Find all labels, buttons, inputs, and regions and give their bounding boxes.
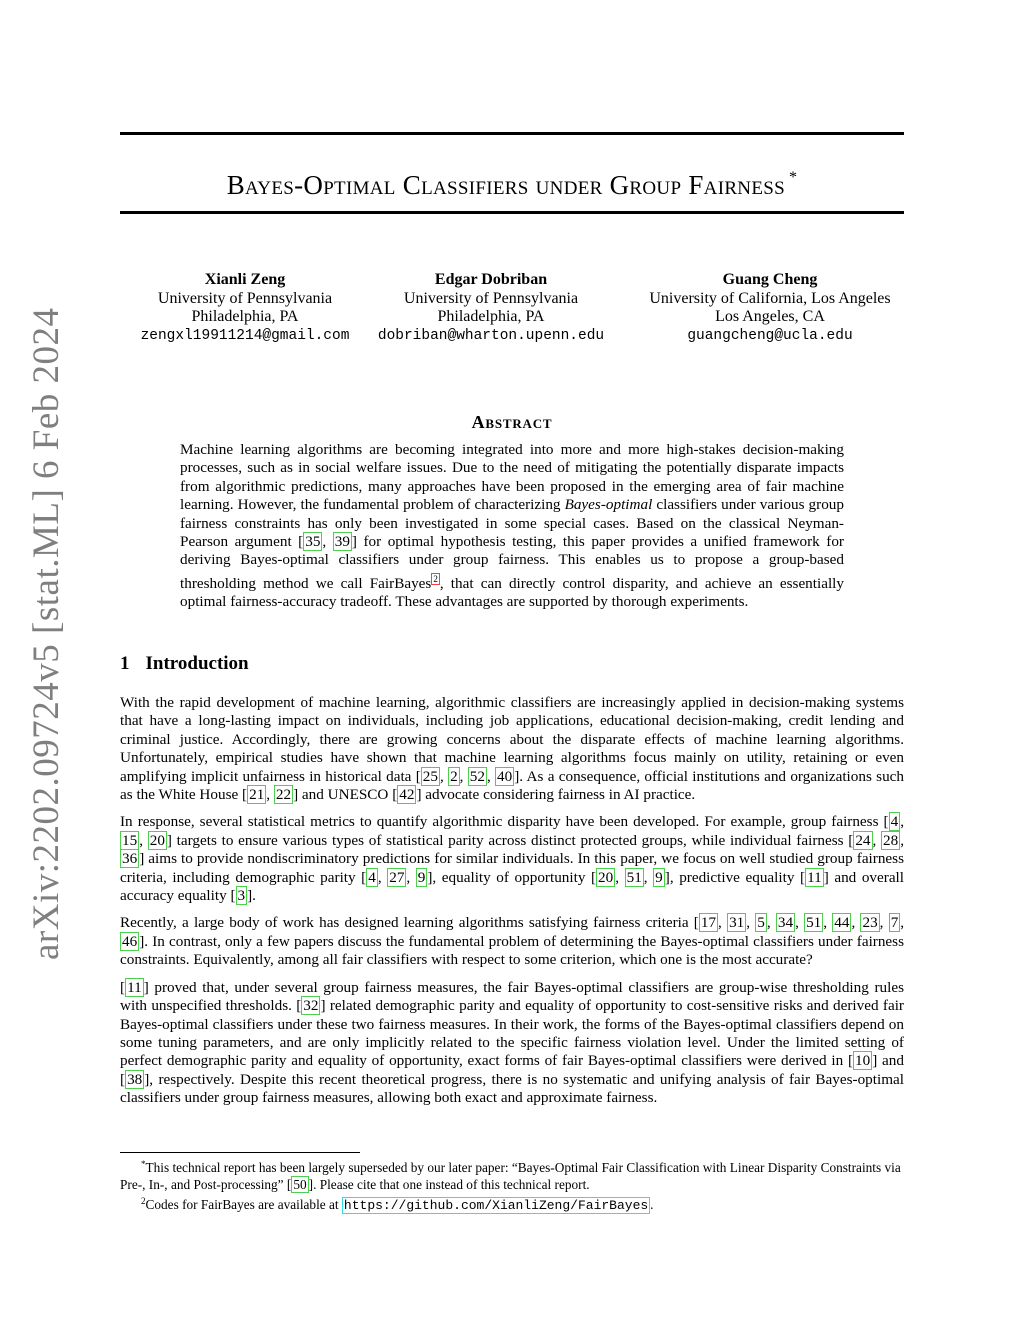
paragraph-1: With the rapid development of machine learning, algorithmic classifiers are increasingly applied in decision-making systems that have a long-lasting impact on individuals, including job applications, educational decision-making, credit lending and criminal justice. Accordingly, there are growing concerns about the disparate effects of machine learning algorithms. Unfortunately, empirical studies have shown that machine learning algorithms focus mainly on utility, retaining or even amplifying implicit unfairness in historical data [ 25 , 2 , 52 , 40 ]. As a consequence, official institutions and organizations such as the White House [ 21 , 22 ] and UNESCO [ 42 ] advocate considering fairness in AI practice.: [120, 694, 905, 804]
citation-link[interactable]: 27: [389, 868, 405, 886]
citation-link[interactable]: 9: [655, 868, 663, 886]
paper-title: [120, 158, 904, 205]
citation-link[interactable]: 39: [334, 533, 350, 551]
author-location: Philadelphia, PA: [191, 308, 299, 325]
citation-link[interactable]: 44: [834, 914, 850, 932]
section-title: Introduction: [145, 653, 249, 674]
footnotes: [120, 1156, 904, 1214]
author-block: [120, 271, 904, 351]
author-2: [366, 271, 616, 345]
footnote-2: $^2$Codes for FairBayes are available at https://github.com/XianliZeng/FairBayes .: [141, 1196, 654, 1213]
citation-link[interactable]: 25: [422, 767, 438, 785]
section-heading: [120, 653, 249, 675]
footnote-link[interactable]: 2: [433, 573, 438, 584]
section-number: 1: [120, 653, 130, 674]
title-rule-bottom: [120, 211, 904, 214]
citation-link[interactable]: 4: [890, 813, 899, 831]
citation-link[interactable]: 20: [149, 831, 165, 849]
author-affiliation: University of California, Los Angeles: [649, 289, 891, 307]
citation-link[interactable]: 35: [305, 533, 321, 551]
author-3: [630, 271, 910, 345]
citation-link[interactable]: 52: [469, 767, 485, 785]
citation-link[interactable]: 32: [303, 997, 319, 1015]
citation-link[interactable]: 36: [122, 850, 138, 868]
footnote-divider: [120, 1152, 360, 1153]
citation-link[interactable]: 42: [399, 786, 415, 804]
citation-link[interactable]: 11: [127, 978, 142, 996]
citation-link[interactable]: 24: [855, 831, 871, 849]
arxiv-sidebar-stamp: arXiv:2202.09724v5 [stat.ML] 6 Feb 2024: [26, 307, 67, 960]
author-name: Edgar Dobriban: [434, 271, 548, 288]
citation-link[interactable]: 23: [862, 914, 878, 932]
paragraph-4: [ 11 ] proved that, under several group fairness measures, the fair Bayes-optimal classifiers are group-wise thresholding rules with unspecified thresholds. [ 32 ] related demographic parity and equality of opportunity to cost-sensitive risks and derived fair Bayes-optimal classifiers under these two fairness measures. In their work, the forms of the Bayes-optimal classifiers depend on some tuning parameters, and are only implicitly related to the specific fairness violation level. Under the limited setting of perfect demographic parity and equality of opportunity, exact forms of fair Bayes-optimal classifiers were derived in [ 10 ] and [ 38 ], respectively. Despite this recent theoretical progress, there is no systematic and unifying analysis of fair Bayes-optimal classifiers under group fairness measures, allowing both exact and approximate fairness.: [120, 978, 904, 1107]
author-email[interactable]: guangcheng@ucla.edu: [687, 327, 853, 344]
citation-link[interactable]: 9: [417, 868, 426, 886]
citation-link[interactable]: 7: [890, 914, 899, 932]
citation-link[interactable]: 10: [855, 1052, 871, 1070]
citation-link[interactable]: 38: [127, 1070, 143, 1088]
title-footnote-mark: *: [788, 169, 798, 186]
citation-link[interactable]: 51: [626, 868, 642, 886]
paragraph-3: Recently, a large body of work has designed learning algorithms satisfying fairness criteria [ 17 , 31 , 5 , 34 , 51 , 44 , 23 , 7 , 46 ]. In contrast, only a few papers discuss the fundamental problem of determining the Bayes-optimal classifiers under fairness constraints. Equivalently, among all fair classifiers with respect to some criterion, which one is the most accurate?: [120, 914, 905, 969]
abstract-heading: Abstract: [471, 412, 553, 432]
citation-link[interactable]: 34: [777, 914, 794, 932]
paragraph-2: In response, several statistical metrics to quantify algorithmic disparity have been developed. For example, group fairness [ 4 , 15 , 20 ] targets to ensure various types of statistical parity across distinct protected groups, while individual fairness [ 24 , 28 , 36 ] aims to provide nondiscriminatory predictions for similar individuals. In this paper, we focus on well studied group fairness criteria, including demographic parity [ 4 , 27 , 9 ], equality of opportunity [ 20 , 51 , 9 ], predictive equality [ 11 ] and overall accuracy equality [ 3 ].: [120, 813, 905, 905]
introduction-body: [120, 694, 904, 1117]
author-email[interactable]: dobriban@wharton.upenn.edu: [377, 327, 605, 344]
citation-link[interactable]: 40: [497, 767, 513, 785]
citation-link[interactable]: 15: [122, 831, 138, 849]
citation-link[interactable]: 20: [598, 868, 614, 886]
author-email[interactable]: zengxl19911214@gmail.com: [140, 327, 350, 344]
citation-link[interactable]: 28: [883, 831, 899, 849]
citation-link[interactable]: 51: [806, 914, 822, 932]
citation-link[interactable]: 17: [700, 914, 717, 932]
github-url-link[interactable]: https://github.com/XianliZeng/FairBayes: [343, 1198, 649, 1213]
author-affiliation: University of Pennsylvania: [157, 289, 333, 307]
citation-link[interactable]: 11: [807, 868, 822, 886]
author-1: [120, 271, 370, 345]
author-affiliation: University of Pennsylvania: [403, 289, 579, 307]
author-location: Philadelphia, PA: [437, 308, 545, 325]
author-name: Xianli Zeng: [204, 271, 286, 288]
citation-link[interactable]: 21: [249, 786, 265, 804]
footnote-1: *This technical report has been largely superseded by our later paper: “Bayes-Optimal Fair Classification with Linear Disparity Constraints via Pre-, In-, and Post-processing” [ 50 ]. Please cite that one instead of this technical report.: [120, 1159, 901, 1192]
citation-link[interactable]: 46: [122, 932, 138, 950]
abstract-text: Machine learning algorithms are becoming integrated into more and more high-stakes decision-making processes, such as in social welfare issues. Due to the need of mitigating the potentially disparate impacts from algorithmic predictions, many approaches have been proposed in the emerging area of fair machine learning. However, the fundamental problem of characterizing Bayes-optimal classifiers under various group fairness constraints has only been investigated in some special cases. Based on the classical Neyman-Pearson argument [ 35 , 39 ] for optimal hypothesis testing, this paper provides a unified framework for deriving Bayes-optimal classifiers under group fairness. This enables us to propose a group-based thresholding method we call FairBayes $^2$ , that can directly control disparity, and achieve an essentially optimal fairness-accuracy tradeoff. These advantages are supported by thorough experiments.: [180, 441, 844, 611]
citation-link[interactable]: 2: [450, 767, 458, 785]
title-rule-top: [120, 132, 904, 135]
citation-link[interactable]: 4: [368, 868, 376, 886]
citation-link[interactable]: 5: [757, 914, 765, 932]
title-text: Bayes-Optimal Classifiers under Group Fairness: [226, 170, 785, 200]
citation-link[interactable]: 3: [237, 887, 246, 905]
citation-link[interactable]: 50: [293, 1177, 307, 1192]
citation-link[interactable]: 31: [729, 914, 745, 932]
author-location: Los Angeles, CA: [715, 308, 825, 325]
author-name: Guang Cheng: [722, 271, 818, 288]
citation-link[interactable]: 22: [275, 786, 292, 804]
